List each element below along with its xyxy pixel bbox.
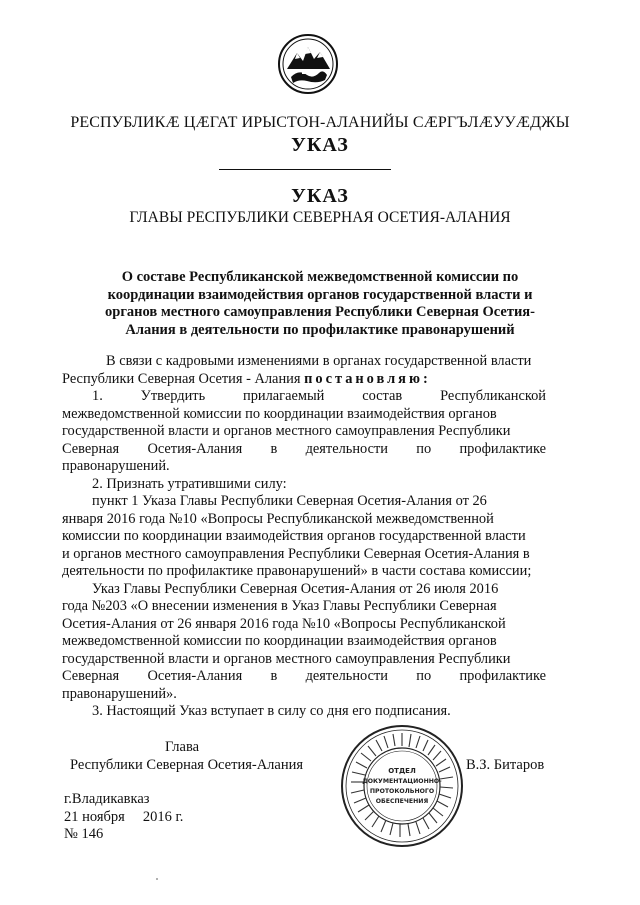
paragraph-2: 2. Признать утратившими силу:: [92, 475, 287, 492]
paragraph-1-line: Северная Осетия-Алания в деятельности по профилактике: [62, 440, 546, 457]
paragraph-2b-line: Северная Осетия-Алания в деятельности по профилактике: [62, 668, 546, 684]
place-city: г.Владикавказ: [64, 791, 150, 807]
republic-name-ossetian: РЕСПУБЛИКӔ ЦӔГАТ ИРЫСТОН-АЛАНИЙЫ СӔРГЪЛӔУУӔДЖЫ: [70, 114, 570, 131]
paragraph-2b-line: Указ Главы Республики Северная Осетия-Алания от 26 июля 2016: [92, 580, 499, 597]
decree-verb: постановляю:: [304, 370, 431, 387]
signatory-title-line1: Глава: [165, 739, 200, 755]
paragraph-1-line: правонарушений.: [62, 458, 170, 474]
intro-line: В связи с кадровыми изменениями в органах государственной власти: [106, 353, 532, 369]
stamp-inner-line: ДОКУМЕНТАЦИОННО-: [362, 778, 442, 785]
paragraph-2b-line: Осетия-Алания от 26 января 2016 года №10 «Вопросы Республиканской: [62, 615, 506, 632]
title-line: органов местного самоуправления Республики Северная Осетия-: [105, 304, 535, 320]
paragraph-1-line: межведомственной комиссии по координации взаимодействия органов: [62, 405, 497, 422]
paragraph-2b-line: правонарушений».: [62, 685, 177, 702]
paragraph-2a-line: и органов местного самоуправления Республики Северная Осетия-Алания в: [62, 545, 530, 562]
title-line: координации взаимодействия органов государственной власти и: [107, 286, 533, 303]
signatory-name: В.З. Битаров: [466, 757, 545, 773]
place-date-number: [64, 791, 183, 844]
paragraph-2b-line: года №203 «О внесении изменения в Указ Главы Республики Северная: [62, 598, 497, 614]
decree-number: № 146: [64, 826, 104, 842]
stamp-inner-line: ПРОТОКОЛЬНОГО: [369, 788, 435, 795]
decree-body: [62, 353, 546, 721]
signatory-title-line2: Республики Северная Осетия-Алания: [70, 757, 304, 773]
paragraph-2a-line: комиссии по координации взаимодействия органов государственной власти: [62, 528, 526, 544]
coat-of-arms-emblem-icon: [277, 33, 339, 95]
stamp-inner-line: ОТДЕЛ: [388, 767, 416, 775]
paragraph-2b-line: государственной власти и органов местного самоуправления Республики: [62, 650, 511, 667]
paragraph-3: 3. Настоящий Указ вступает в силу со дня его подписания.: [92, 703, 451, 719]
stamp-inner-line: ОБЕСПЕЧЕНИЯ: [375, 798, 429, 805]
paragraph-1-line: 1. Утвердить прилагаемый состав Республиканской: [92, 388, 546, 404]
title-line: Алания в деятельности по профилактике правонарушений: [125, 321, 515, 338]
decree-heading-ossetian: УКАЗ: [291, 134, 349, 156]
paragraph-2a-line: деятельности по профилактике правонарушений» в части состава комиссии;: [62, 563, 532, 579]
paragraph-2a-line: января 2016 года №10 «Вопросы Республиканской межведомственной: [62, 510, 494, 527]
decree-title: [80, 269, 560, 339]
decree-heading-russian: УКАЗ: [291, 185, 349, 207]
scan-speck: [156, 878, 158, 880]
title-line: О составе Республиканской межведомственной комиссии по: [121, 269, 519, 285]
decree-date: 21 ноября 2016 г.: [64, 808, 184, 825]
header-divider: [219, 169, 391, 170]
official-stamp-icon: [338, 722, 466, 850]
issuer-subtitle: ГЛАВЫ РЕСПУБЛИКИ СЕВЕРНАЯ ОСЕТИЯ-АЛАНИЯ: [129, 209, 511, 226]
paragraph-2b-line: межведомственной комиссии по координации взаимодействия органов: [62, 633, 497, 649]
intro-line: Республики Северная Осетия - Алания постановляю:: [62, 370, 431, 387]
paragraph-1-line: государственной власти и органов местного самоуправления Республики: [62, 423, 511, 439]
paragraph-2a-line: пункт 1 Указа Главы Республики Северная Осетия-Алания от 26: [92, 493, 487, 509]
